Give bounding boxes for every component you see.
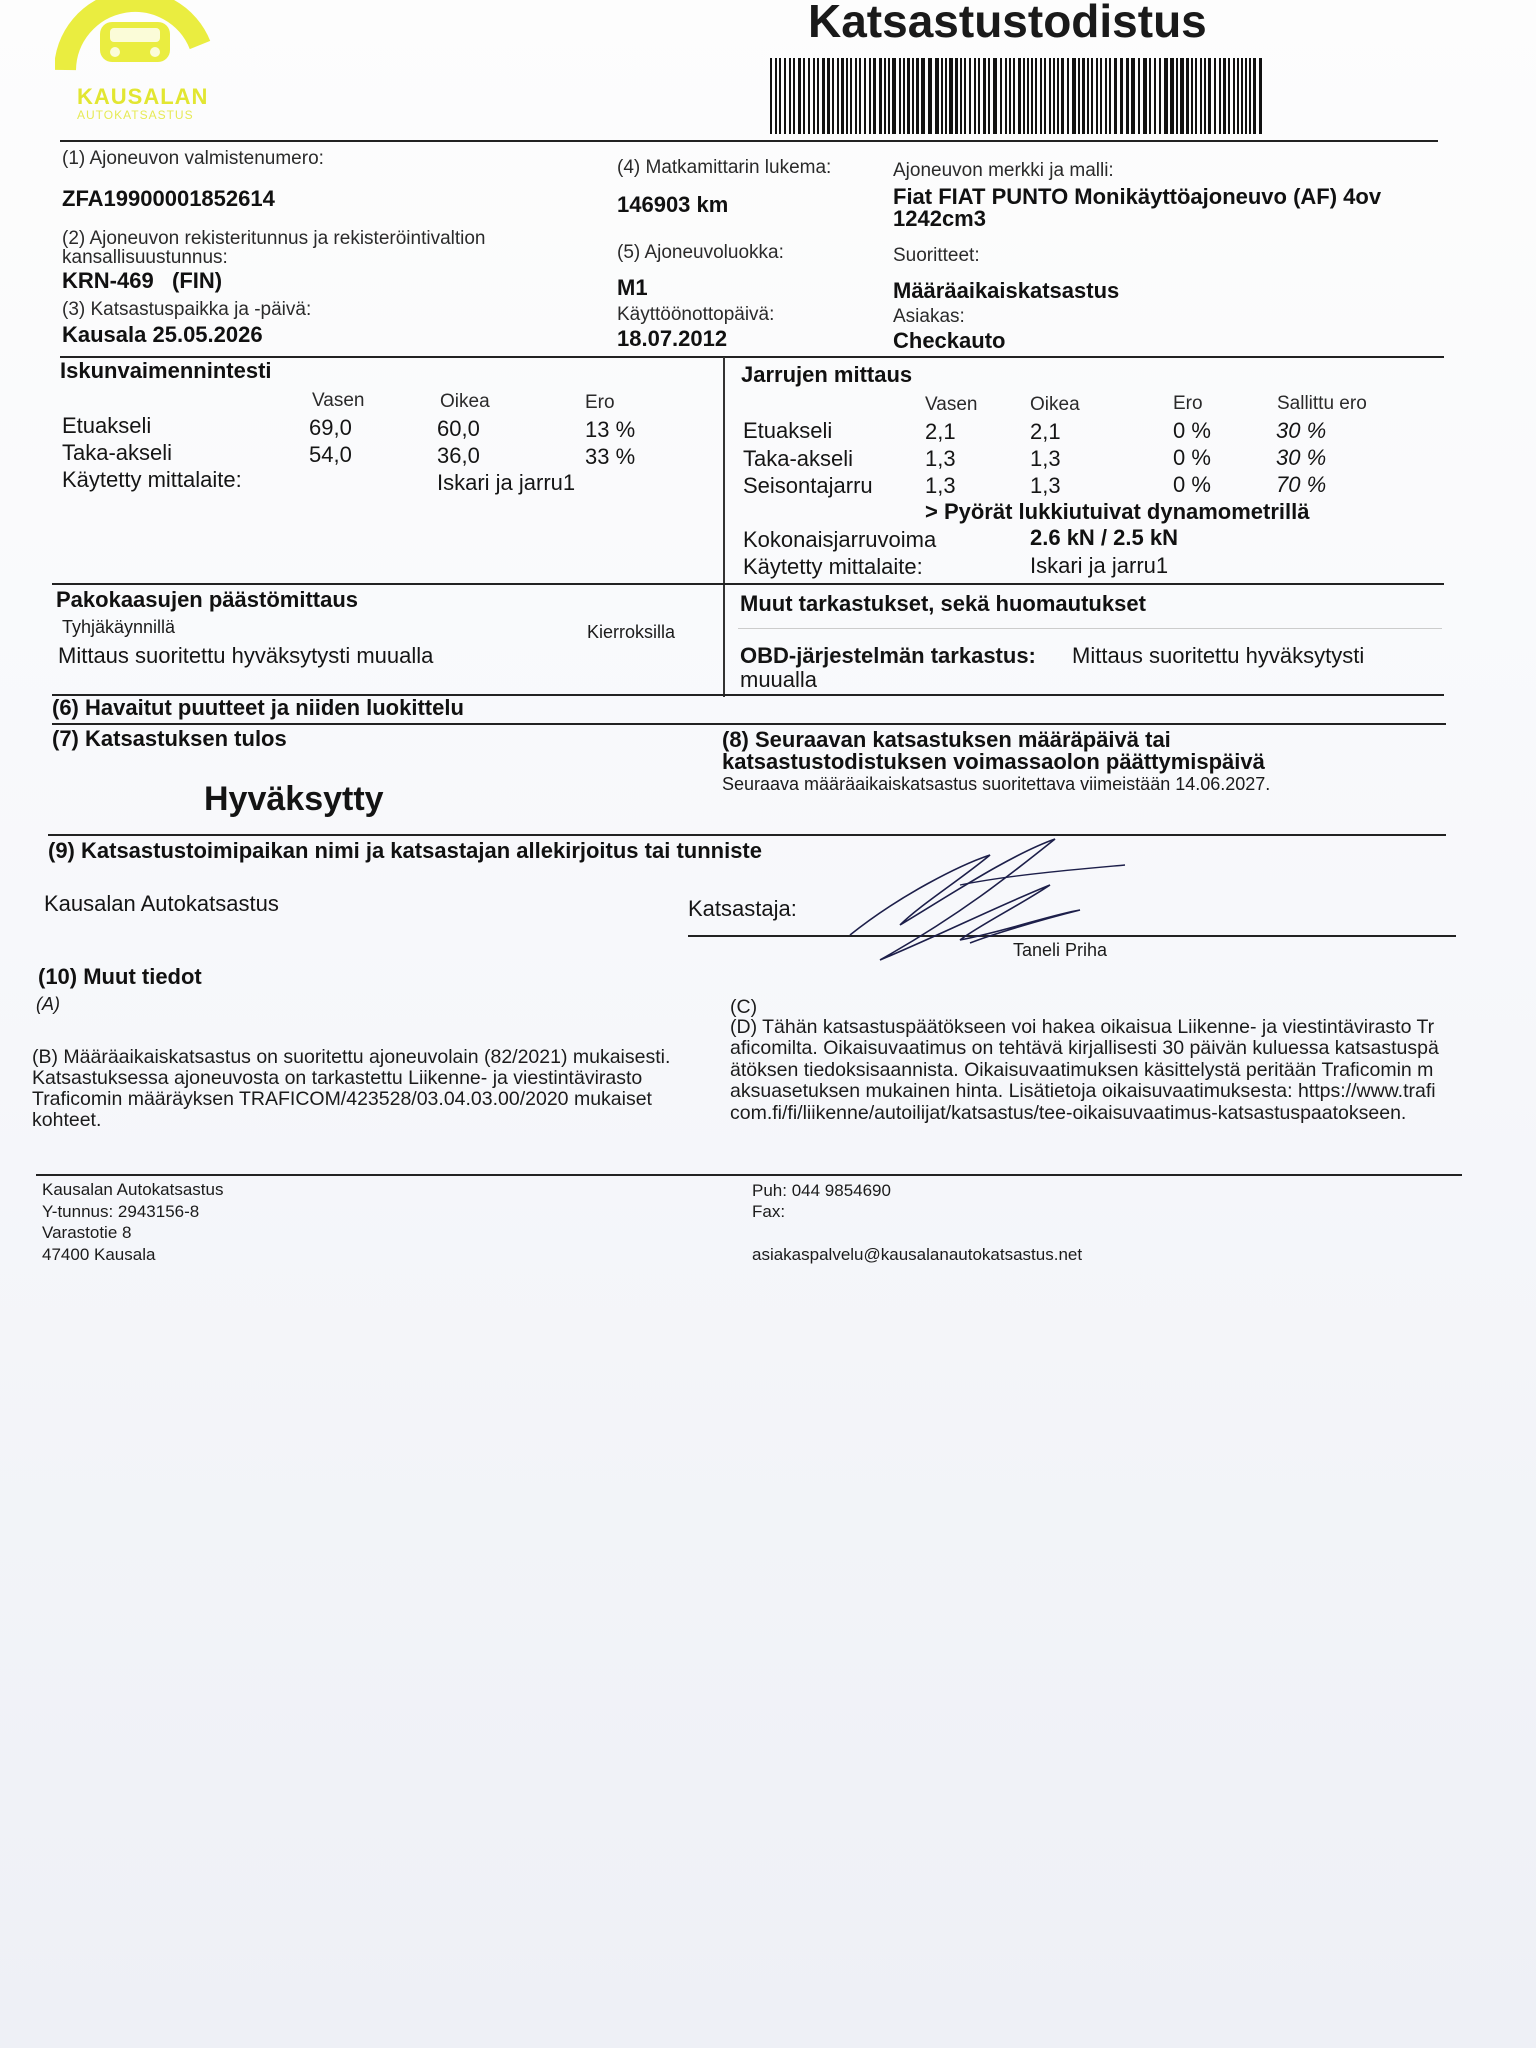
commission-value: 18.07.2012 (617, 326, 728, 351)
shock-device-label: Käytetty mittalaite: (62, 467, 242, 492)
barcode-bar (941, 58, 943, 134)
brakes-row-diff: 0 % (1173, 418, 1211, 443)
barcode-bar (803, 58, 805, 134)
logo-text-1: KAUSALAN (77, 84, 209, 109)
obd-value-1: Mittaus suoritettu hyväksytysti (1072, 643, 1365, 668)
brakes-row-left: 2,1 (925, 419, 956, 444)
class-label: (5) Ajoneuvoluokka: (617, 242, 784, 263)
barcode-bar (1208, 58, 1211, 134)
odometer-value: 146903 km (617, 192, 729, 217)
barcode-bar (1138, 58, 1140, 134)
make-value-1: Fiat FIAT PUNTO Monikäyttöajoneuvo (AF) 4ov (893, 184, 1382, 209)
other-info-b: (B) Määräaikaiskatsastus on suoritettu ajoneuvolain (82/2021) mukaisesti. Katsastuksessa ajoneuvosta on tarkastettu Liikenne- ja viestintävirasto Traficomin määräyksen TRAFICOM/423528/03.04.03.00/2020 mukaiset kohteet. (32, 1046, 671, 1131)
odometer-label: (4) Matkamittarin lukema: (617, 157, 832, 178)
other-info-a: (A) (36, 994, 60, 1014)
brakes-row-allowed: 30 % (1276, 445, 1327, 470)
emissions-title: Pakokaasujen päästömittaus (56, 587, 359, 612)
barcode-bar (784, 58, 786, 134)
barcode-bar (1149, 58, 1151, 134)
emissions-idle: Tyhjäkäynnillä (62, 617, 176, 637)
barcode-bar (907, 58, 910, 134)
reg-label-1: (2) Ajoneuvon rekisteritunnus ja rekisteröintivaltion (62, 228, 486, 249)
barcode-bar (884, 58, 886, 134)
footer-divider (36, 1174, 1462, 1176)
vin-value: ZFA19900001852614 (62, 186, 275, 211)
barcode-bar (879, 58, 882, 134)
barcode-bar (827, 58, 830, 134)
barcode-bar (859, 58, 861, 134)
barcode-bar (1120, 58, 1123, 134)
place-label: (3) Katsastuspaikka ja -päivä: (62, 299, 312, 320)
footer-ytunnus: Y-tunnus: 2943156-8 (42, 1202, 200, 1221)
barcode-bar (912, 58, 914, 134)
next-text: Seuraava määräaikaiskatsastus suoritettava viimeistään 14.06.2027. (722, 774, 1271, 794)
measurements-column-divider (723, 357, 725, 697)
reg-label-2: kansallisuustunnus: (62, 247, 228, 268)
barcode-bar (1241, 58, 1243, 134)
barcode-bar (1200, 58, 1202, 134)
shock-row-diff: 33 % (585, 444, 636, 469)
barcode-bar (1057, 58, 1059, 134)
barcode-bar (850, 58, 852, 134)
barcode-bar (983, 58, 986, 134)
brakes-header-right: Oikea (1030, 394, 1080, 415)
barcode-bar (1219, 58, 1221, 134)
barcode-bar (988, 58, 990, 134)
footer-email: asiakaspalvelu@kausalanautokatsastus.net (752, 1245, 1083, 1264)
shock-row-right: 60,0 (437, 416, 480, 441)
other-info-d: (D) Tähän katsastuspäätökseen voi hakea oikaisua Liikenne- ja viestintävirasto Traficomilta. Oikaisuvaatimus on tehtävä kirjallisesti 30 päivän kuluessa katsastuspäätöksen tiedoksisaannista. Oikaisuvaatimuksen käsittelystä peritään Traficomin maksuasetuksen mukainen hinta. Lisätietoja oikaisuvaatimuksesta: https://www.traficom.fi/fi/liikenne/autoilijat/katsastus/tee-oikaisuvaatimus-katsastuspaatokseen. (730, 1016, 1439, 1124)
barcode-bar (1053, 58, 1055, 134)
brakes-header-allowed: Sallittu ero (1277, 393, 1367, 414)
barcode-bar (1105, 58, 1107, 134)
make-value-2: 1242cm3 (893, 206, 986, 231)
customer-label: Asiakas: (893, 306, 965, 327)
barcode-bar (1126, 58, 1129, 134)
service-value: Määräaikaiskatsastus (893, 278, 1120, 303)
barcode-bar (1204, 58, 1206, 134)
signature-title: (9) Katsastustoimipaikan nimi ja katsastajan allekirjoitus tai tunniste (48, 838, 762, 863)
barcode-bar (1018, 58, 1021, 134)
shock-header-left: Vasen (312, 390, 365, 411)
brakes-row-name: Seisontajarru (743, 473, 873, 498)
emissions-result: Mittaus suoritettu hyväksytysti muualla (58, 643, 434, 668)
footer-fax: Fax: (752, 1202, 786, 1221)
barcode-bar (813, 58, 815, 134)
barcode-bar (974, 58, 976, 134)
shock-row-name: Etuakseli (62, 413, 152, 438)
barcode-bar (817, 58, 819, 134)
barcode-bar (1091, 58, 1093, 134)
barcode-bar (1100, 58, 1102, 134)
barcode-bar (1164, 58, 1168, 134)
document-title: Katsastustodistus (808, 0, 1207, 47)
place-value: Kausala 25.05.2026 (62, 322, 263, 347)
barcode-bar (892, 58, 896, 134)
barcode-bar (1000, 58, 1002, 134)
barcode-bar (1237, 58, 1239, 134)
barcode-bar (935, 58, 939, 134)
brakes-row-diff: 0 % (1173, 445, 1211, 470)
footer-city: 47400 Kausala (42, 1245, 156, 1264)
barcode-bar (1072, 58, 1076, 134)
shock-row-name: Taka-akseli (62, 440, 173, 465)
barcode-bar (1087, 58, 1089, 134)
barcode-bar (1035, 58, 1037, 134)
barcode-bar (1009, 58, 1011, 134)
barcode-bar (949, 58, 953, 134)
barcode-bar (1259, 58, 1262, 134)
obd-value-2: muualla (740, 667, 818, 692)
barcode-bar (775, 58, 777, 134)
brakes-row-name: Etuakseli (743, 418, 833, 443)
other-info-c: (C) (730, 996, 758, 1018)
barcode-bar (837, 58, 839, 134)
barcode-bar (955, 58, 958, 134)
shock-title: Iskunvaimennintesti (60, 358, 272, 383)
other-info-title: (10) Muut tiedot (38, 964, 202, 989)
brakes-row-diff: 0 % (1173, 472, 1211, 497)
barcode-bar (1114, 58, 1117, 134)
shock-header-right: Oikea (440, 391, 490, 412)
brakes-row-left: 1,3 (925, 473, 956, 498)
barcode-bar (1031, 58, 1033, 134)
barcode-bar (1023, 58, 1025, 134)
shock-row-right: 36,0 (437, 443, 480, 468)
barcode-bar (808, 58, 810, 134)
next-title-2: katsastustodistuksen voimassaolon päättymispäivä (722, 749, 1265, 774)
commission-label: Käyttöönottopäivä: (617, 304, 775, 325)
barcode-bar (1214, 58, 1216, 134)
barcode-bar (779, 58, 781, 134)
barcode-bar (921, 58, 925, 134)
service-label: Suoritteet: (893, 245, 980, 266)
brakes-device-label: Käytetty mittalaite: (743, 554, 923, 579)
barcode-bar (1067, 58, 1069, 134)
barcode-bar (964, 58, 966, 134)
barcode-bar (770, 58, 772, 134)
customer-value: Checkauto (893, 328, 1006, 353)
barcode-bar (1176, 58, 1178, 134)
barcode-bar (855, 58, 857, 134)
barcode-bar (978, 58, 980, 134)
top-divider (60, 140, 1438, 142)
shock-row-left: 69,0 (309, 415, 352, 440)
vin-label: (1) Ajoneuvon valmistenumero: (62, 148, 324, 169)
make-label: Ajoneuvon merkki ja malli: (893, 160, 1114, 181)
barcode-bar (1249, 58, 1251, 134)
barcode-bar (969, 58, 971, 134)
logo-text-2: AUTOKATSASTUS (77, 108, 194, 122)
barcode-bar (1245, 58, 1247, 134)
barcode-bar (1223, 58, 1226, 134)
result-title: (7) Katsastuksen tulos (52, 726, 287, 751)
obd-label: OBD-järjestelmän tarkastus: (740, 643, 1036, 668)
inspector-label: Katsastaja: (688, 896, 797, 921)
class-value: M1 (617, 275, 648, 300)
company-logo (55, 0, 215, 130)
barcode-bar (1170, 58, 1174, 134)
barcode-bar (916, 58, 919, 134)
barcode-bar (1131, 58, 1135, 134)
barcode-bar (1159, 58, 1161, 134)
barcode-bar (960, 58, 962, 134)
barcode-bar (1154, 58, 1156, 134)
shock-row-diff: 13 % (585, 417, 636, 442)
barcode-bar (1191, 58, 1193, 134)
emissions-rpm: Kierroksilla (587, 622, 676, 642)
result-divider (52, 723, 1446, 725)
barcode-bar (1049, 58, 1051, 134)
barcode-bar (1180, 58, 1184, 134)
barcode-bar (789, 58, 791, 134)
shock-row-left: 54,0 (309, 442, 352, 467)
barcode-bar (1005, 58, 1007, 134)
footer-company: Kausalan Autokatsastus (42, 1180, 224, 1199)
barcode-bar (945, 58, 947, 134)
brakes-row-right: 1,3 (1030, 446, 1061, 471)
shock-header-diff: Ero (585, 392, 615, 413)
barcode-bar (1195, 58, 1197, 134)
barcode-bar (841, 58, 844, 134)
brakes-row-name: Taka-akseli (743, 446, 854, 471)
next-title-1: (8) Seuraavan katsastuksen määräpäivä tai (722, 727, 1171, 752)
barcode-bar (793, 58, 795, 134)
barcode-bar (832, 58, 834, 134)
signature-divider (48, 834, 1446, 836)
barcode-bar (1096, 58, 1098, 134)
barcode-bar (1044, 58, 1046, 134)
barcode-bar (899, 58, 901, 134)
barcode-bar (1078, 58, 1080, 134)
barcode-bar (1082, 58, 1085, 134)
brakes-row-allowed: 70 % (1276, 472, 1327, 497)
brakes-note: > Pyörät lukkiutuivat dynamometrillä (925, 499, 1310, 524)
barcode-bar (1027, 58, 1029, 134)
brakes-row-left: 1,3 (925, 446, 956, 471)
barcode-bar (1253, 58, 1256, 134)
emissions-divider (52, 583, 1444, 585)
barcode-bar (846, 58, 848, 134)
brakes-row-right: 2,1 (1030, 419, 1061, 444)
brakes-header-left: Vasen (925, 394, 978, 415)
brakes-total-label: Kokonaisjarruvoima (743, 527, 937, 552)
barcode-bar (869, 58, 871, 134)
barcode-bar (798, 58, 801, 134)
barcode-bar (1233, 58, 1235, 134)
barcode-bar (1109, 58, 1111, 134)
other-checks-divider (738, 628, 1442, 629)
shock-device-value: Iskari ja jarru1 (437, 470, 576, 495)
brakes-row-allowed: 30 % (1276, 418, 1327, 443)
brakes-row-right: 1,3 (1030, 473, 1061, 498)
barcode-bar (993, 58, 997, 134)
inspector-signature (840, 825, 1140, 965)
barcode-bar (1061, 58, 1064, 134)
barcode-bar (928, 58, 932, 134)
reg-value: KRN-469 (FIN) (62, 268, 223, 293)
brakes-device-value: Iskari ja jarru1 (1030, 553, 1169, 578)
barcode-bar (864, 58, 866, 134)
barcode (770, 58, 1264, 134)
brakes-total-value: 2.6 kN / 2.5 kN (1030, 525, 1178, 550)
station-name: Kausalan Autokatsastus (44, 891, 279, 916)
barcode-bar (1228, 58, 1230, 134)
inspector-name: Taneli Priha (1013, 940, 1108, 960)
other-checks-title: Muut tarkastukset, sekä huomautukset (740, 591, 1146, 616)
footer-street: Varastotie 8 (42, 1223, 132, 1242)
barcode-bar (1186, 58, 1189, 134)
barcode-bar (873, 58, 876, 134)
barcode-bar (1013, 58, 1015, 134)
footer-phone: Puh: 044 9854690 (752, 1181, 891, 1200)
barcode-bar (903, 58, 905, 134)
result-value: Hyväksytty (204, 780, 384, 818)
brakes-header-diff: Ero (1173, 393, 1203, 414)
brakes-title: Jarrujen mittaus (741, 362, 913, 387)
defects-title: (6) Havaitut puutteet ja niiden luokittelu (52, 695, 464, 720)
barcode-bar (822, 58, 825, 134)
barcode-bar (888, 58, 890, 134)
barcode-bar (1040, 58, 1042, 134)
barcode-bar (1143, 58, 1147, 134)
